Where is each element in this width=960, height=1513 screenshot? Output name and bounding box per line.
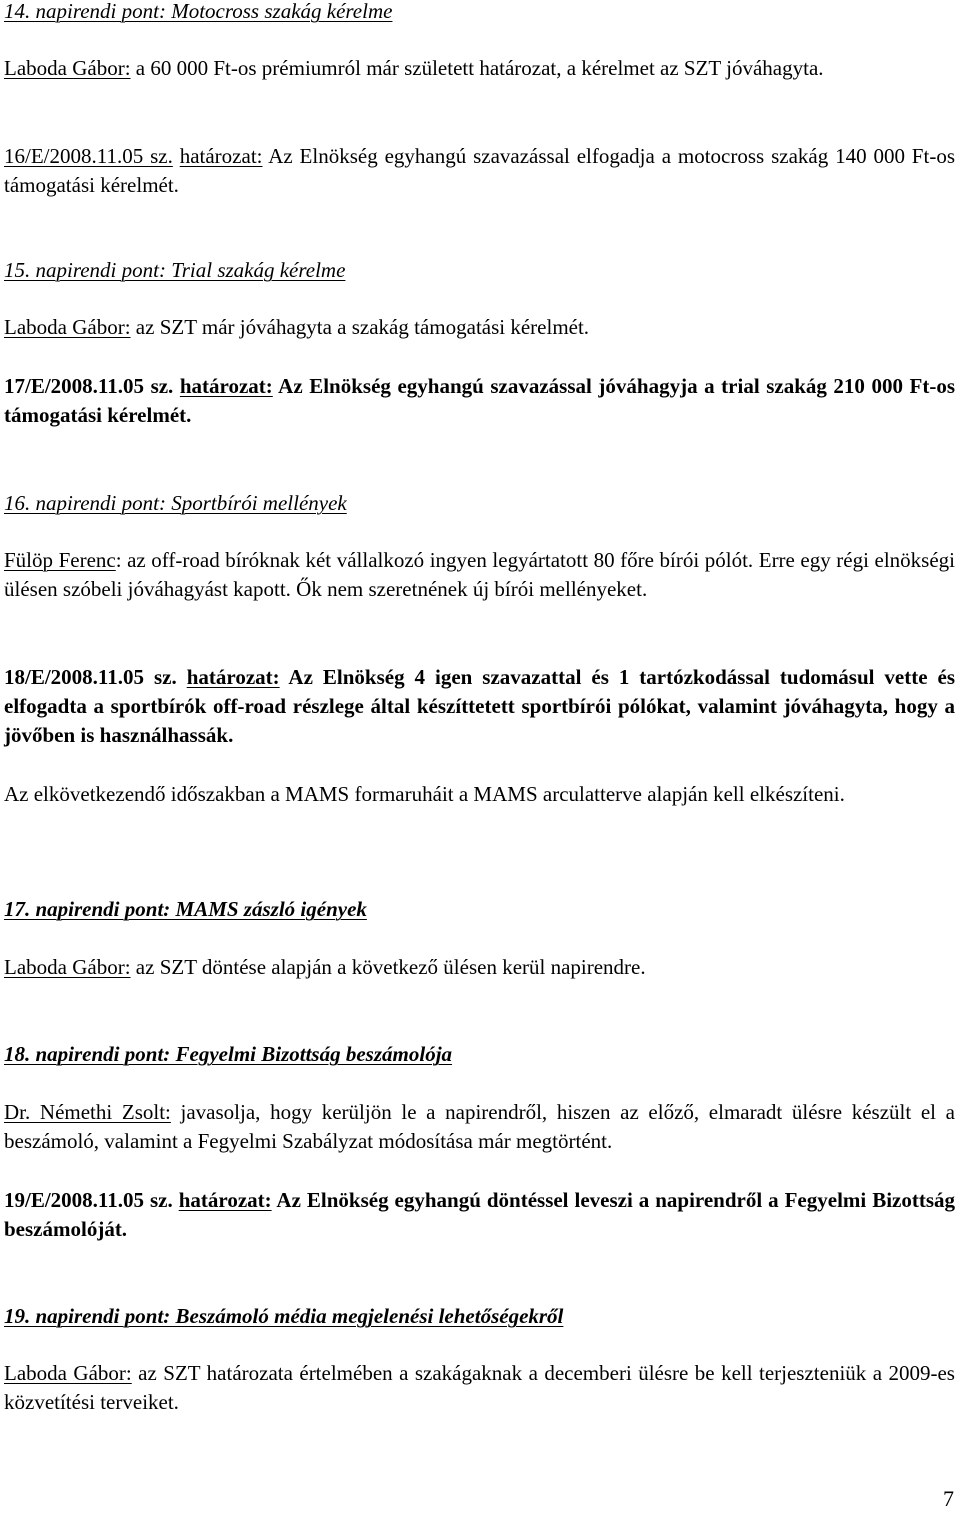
discussion-text: : az off-road bíróknak két vállalkozó ingyen legyártatott 80 főre bírói pólót. Erre egy régi elnökségi ülésen szóbeli jóváhagyást kapott. Ők nem szeretnének új bírói mellényeket. [4,548,956,601]
speaker-name: Dr. Némethi Zsolt: [4,1100,171,1124]
agenda-heading-19: 19. napirendi pont: Beszámoló média megjelenési lehetőségekről [4,1304,564,1328]
resolution-keyword: határozat: [179,374,273,398]
page-number: 7 [943,1486,954,1511]
resolution-18 [4,663,955,750]
resolution-text: Az Elnökség 4 igen szavazattal és 1 tartózkodással tudomásul vette és elfogadta a sportbírók off-road részlege által készíttetett sportbírói pólókat, valamint jóváhagyta, hogy a jövőben is használhassák. [4,665,956,747]
speaker-name: Laboda Gábor: [4,1361,132,1385]
resolution-keyword: határozat: [179,144,263,168]
resolution-17 [4,372,955,430]
discussion-paragraph-18 [4,1098,955,1156]
discussion-text: javasolja, hogy kerüljön le a napirendről, hiszen az előző, elmaradt ülésre készült el a beszámoló, valamint a Fegyelmi Szabályzat módosítása már megtörtént. [4,1100,955,1153]
agenda-heading-14: 14. napirendi pont: Motocross szakág kérelme [4,0,393,23]
speaker-name: Fülöp Ferenc [4,548,116,572]
speaker-name: Laboda Gábor: [4,56,131,80]
resolution-16 [4,142,955,200]
resolution-ref: 19/E/2008.11.05 sz. [4,1188,173,1212]
agenda-heading-16: 16. napirendi pont: Sportbírói mellények [4,491,347,515]
discussion-paragraph-16b: Az elkövetkezendő időszakban a MAMS formaruháit a MAMS arculatterve alapján kell elkészíteni. [4,782,845,806]
resolution-text: Az Elnökség egyhangú szavazással jóváhagyja a trial szakág 210 000 Ft-os támogatási kérelmét. [4,374,956,427]
discussion-paragraph-19 [4,1359,955,1417]
discussion-paragraph-15 [4,313,955,342]
resolution-ref: 17/E/2008.11.05 sz. [4,374,174,398]
discussion-text: az SZT határozata értelmében a szakágaknak a decemberi ülésre be kell terjeszteniük a 2009-es közvetítési terveiket. [4,1361,955,1414]
discussion-text: az SZT döntése alapján a következő ülésen kerül napirendre. [130,955,646,979]
discussion-paragraph-14 [4,54,955,83]
agenda-heading-15: 15. napirendi pont: Trial szakág kérelme [4,258,346,282]
resolution-text: Az Elnökség egyhangú szavazással elfogadja a motocross szakág 140 000 Ft-os támogatási kérelmét. [4,144,955,197]
discussion-text: az SZT már jóváhagyta a szakág támogatási kérelmét. [130,315,590,339]
speaker-name: Laboda Gábor: [4,955,131,979]
resolution-ref: 18/E/2008.11.05 sz. [4,665,177,689]
discussion-paragraph-17 [4,953,955,982]
speaker-name: Laboda Gábor: [4,315,131,339]
discussion-paragraph-16 [4,546,955,604]
agenda-heading-17: 17. napirendi pont: MAMS zászló igények [4,897,367,921]
agenda-heading-18: 18. napirendi pont: Fegyelmi Bizottság beszámolója [4,1042,453,1066]
resolution-keyword: határozat: [186,665,280,689]
discussion-text: a 60 000 Ft-os prémiumról már született határozat, a kérelmet az SZT jóváhagyta. [130,56,824,80]
resolution-text: Az Elnökség egyhangú döntéssel leveszi a napirendről a Fegyelmi Bizottság beszámolóját. [4,1188,956,1241]
resolution-ref: 16/E/2008.11.05 sz. [4,144,173,168]
resolution-19 [4,1186,955,1244]
resolution-keyword: határozat: [178,1188,272,1212]
